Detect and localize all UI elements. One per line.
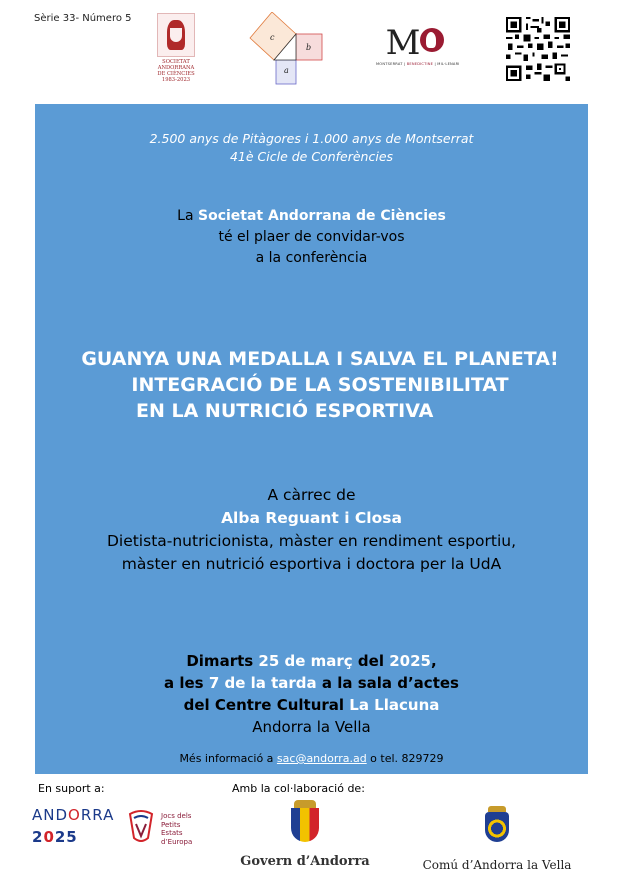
- andorra-word-part: AND: [32, 806, 69, 824]
- govern-name: Govern d’Andorra: [240, 854, 370, 869]
- crown-icon: [294, 800, 316, 808]
- series-number: Sèrie 33- Número 5: [34, 13, 132, 24]
- collaboration-label: Amb la col·laboració de:: [232, 782, 365, 795]
- title-line: INTEGRACIÓ DE LA SOSTENIBILITAT: [131, 374, 509, 396]
- side-b-label: b: [306, 43, 312, 52]
- cycle-series-title: 41è Cicle de Conferències: [229, 149, 394, 164]
- title-line: EN LA NUTRICIÓ ESPORTIVA: [136, 400, 434, 422]
- event-time-prefix: a les: [164, 674, 209, 692]
- qr-code-icon[interactable]: [506, 17, 570, 81]
- cycle-subtitle: 2.500 anys de Pitàgores i 1.000 anys de Montserrat: [149, 131, 474, 146]
- side-c-label: c: [270, 33, 275, 42]
- jocs-petits-estats-logo: [126, 806, 206, 852]
- event-year: 2025: [389, 652, 431, 670]
- event-time: 7 de la tarda: [208, 674, 317, 692]
- event-centre: del Centre Cultural: [183, 696, 350, 714]
- event-comma: ,: [430, 652, 437, 670]
- jocs-text-line: Petits: [161, 820, 181, 829]
- jocs-text-line: Jocs dels: [161, 812, 192, 820]
- coat-of-arms-icon: [291, 808, 319, 842]
- mm-sub-part: MONTSERRAT: [376, 62, 403, 66]
- email-link[interactable]: sac@andorra.ad: [276, 752, 367, 765]
- event-date-connector: del: [352, 652, 390, 670]
- side-a-label: a: [284, 66, 289, 75]
- invite-line: a la conferència: [255, 250, 368, 266]
- organizer-name: Societat Andorrana de Ciències: [198, 208, 446, 224]
- sac-logo-line: SOCIETAT: [162, 59, 190, 65]
- andorra-year-part: 0: [43, 828, 55, 846]
- pythagoras-diagram-icon: [248, 12, 328, 88]
- sac-logo-line: ANDORRANA: [157, 65, 195, 71]
- support-label: En suport a:: [38, 782, 105, 795]
- jocs-text-line: Estats: [161, 829, 183, 837]
- comu-crest-icon: [485, 812, 509, 842]
- event-venue: La Llacuna: [349, 696, 440, 714]
- comu-name: Comú d’Andorra la Vella: [422, 858, 572, 872]
- cycle-heading: [35, 130, 588, 166]
- sac-logo-line: DE CIÈNCIES: [157, 71, 195, 77]
- mm-sub-part: BENEDICTINE: [406, 62, 434, 66]
- invitation-text: [35, 206, 588, 269]
- andorra-word-part: RRA: [80, 806, 115, 824]
- event-day: Dimarts: [186, 652, 259, 670]
- andorra-year-part: 2: [32, 828, 44, 846]
- speaker-intro: A càrrec de: [267, 486, 356, 504]
- andorra-2025-logo: [32, 806, 130, 852]
- contact-info: [35, 752, 588, 765]
- montserrat-millenari-logo: M MONTSERRAT | BENEDICTINE | MIL·LENARI: [376, 23, 460, 66]
- invite-line: té el plaer de convidar-vos: [218, 229, 405, 245]
- speaker-bio: màster en nutrició esportiva i doctora per la UdA: [121, 555, 502, 573]
- event-date: 25 de març: [258, 652, 353, 670]
- govern-andorra-logo: [240, 800, 370, 870]
- event-city: Andorra la Vella: [252, 718, 371, 736]
- jocs-emblem-icon: [126, 808, 156, 846]
- info-prefix: Més informació a: [179, 752, 277, 765]
- sac-logo: [150, 13, 202, 93]
- invite-prefix: La: [177, 208, 198, 224]
- speaker-block: [35, 484, 588, 576]
- jocs-text-line: d’Europa: [161, 837, 193, 846]
- comu-andorra-la-vella-logo: [422, 806, 572, 870]
- info-phone: o tel. 829729: [366, 752, 444, 765]
- mm-letter: M: [385, 23, 419, 63]
- andorra-year-part: 25: [54, 828, 78, 846]
- speaker-name: Alba Reguant i Closa: [221, 509, 402, 527]
- event-details: [35, 650, 588, 738]
- andorra-word-part: O: [68, 806, 81, 824]
- mm-sub-part: MIL·LENARI: [437, 62, 460, 66]
- sac-logo-line: 1983-2023: [161, 77, 191, 83]
- mm-profile-icon: [420, 28, 444, 52]
- speaker-bio: Dietista-nutricionista, màster en rendiment esportiu,: [106, 532, 517, 550]
- event-room: a la sala d’actes: [316, 674, 459, 692]
- sac-emblem-icon: [157, 13, 195, 57]
- title-line: GUANYA UNA MEDALLA I SALVA EL PLANETA!: [81, 348, 559, 370]
- conference-title: [40, 346, 600, 424]
